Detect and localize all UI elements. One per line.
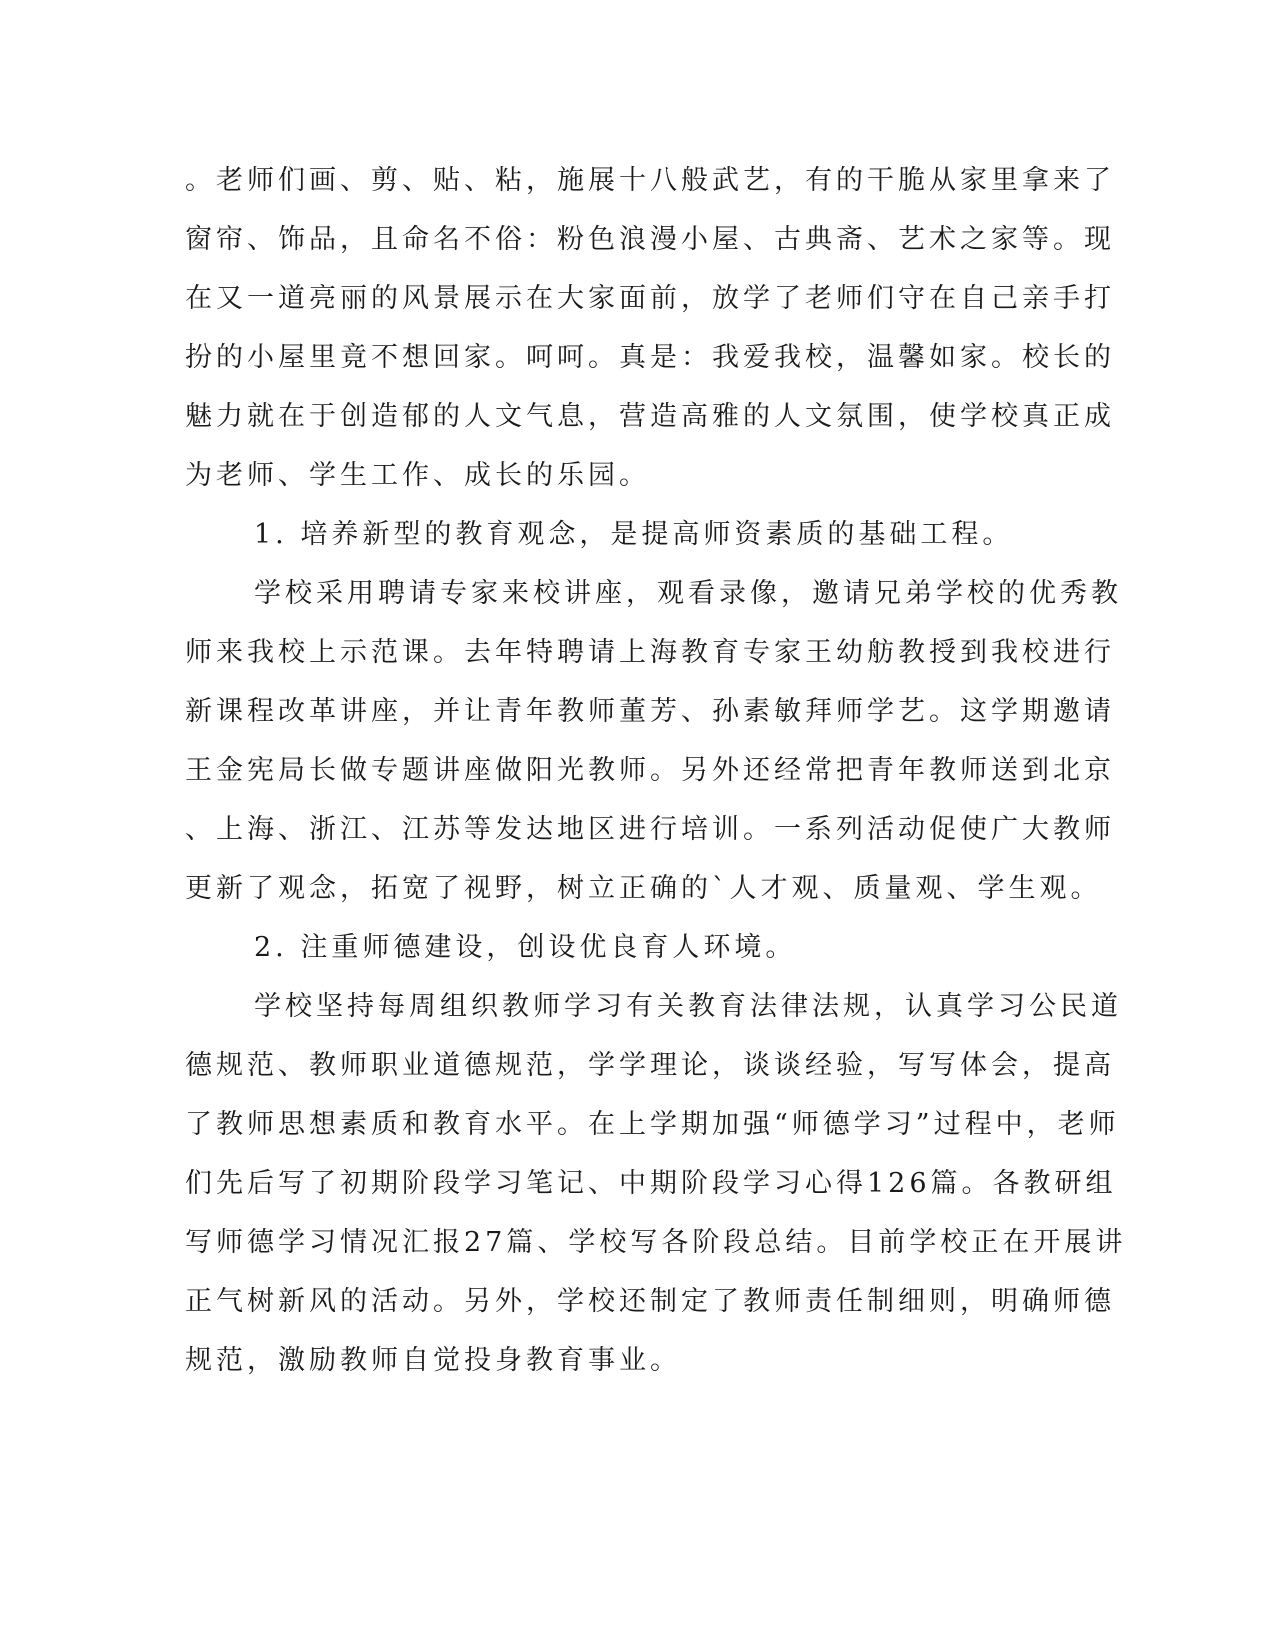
text-line: 写师德学习情况汇报27篇、学校写各阶段总结。目前学校正在开展讲 xyxy=(185,1227,1127,1258)
text-line: 师来我校上示范课。去年特聘请上海教育专家王幼舫教授到我校进行 xyxy=(185,637,1115,668)
paragraph-start: 学校坚持每周组织教师学习有关教育法律法规，认真学习公民道 xyxy=(254,991,1122,1022)
text-line: 德规范、教师职业道德规范，学学理论，谈谈经验，写写体会，提高 xyxy=(185,1050,1115,1081)
text-line: 魅力就在于创造郁的人文气息，营造高雅的人文氛围，使学校真正成 xyxy=(185,401,1115,432)
text-line: 在又一道亮丽的风景展示在大家面前，放学了老师们守在自己亲手打 xyxy=(185,283,1115,314)
text-line: 更新了观念，拓宽了视野，树立正确的`人才观、质量观、学生观。 xyxy=(185,873,1102,904)
text-line: 了教师思想素质和教育水平。在上学期加强“师德学习”过程中，老师 xyxy=(185,1109,1120,1140)
section-heading-2: 2. 注重师德建设，创设优良育人环境。 xyxy=(254,932,797,963)
text-line: 正气树新风的活动。另外，学校还制定了教师责任制细则，明确师德 xyxy=(185,1286,1115,1317)
text-line: 新课程改革讲座，并让青年教师董芳、孙素敏拜师学艺。这学期邀请 xyxy=(185,696,1115,727)
text-line: 们先后写了初期阶段学习笔记、中期阶段学习心得126篇。各教研组 xyxy=(185,1168,1117,1199)
text-line: 、上海、浙江、江苏等发达地区进行培训。一系列活动促使广大教师 xyxy=(185,814,1115,845)
text-line: 规范，激励教师自觉投身教育事业。 xyxy=(185,1345,681,1376)
text-line: 为老师、学生工作、成长的乐园。 xyxy=(185,460,650,491)
section-heading-1: 1. 培养新型的教育观念，是提高师资素质的基础工程。 xyxy=(254,519,1014,550)
paragraph-start: 学校采用聘请专家来校讲座，观看录像，邀请兄弟学校的优秀教 xyxy=(254,578,1122,609)
text-line: 窗帘、饰品，且命名不俗：粉色浪漫小屋、古典斋、艺术之家等。现 xyxy=(185,224,1115,255)
text-line: 。老师们画、剪、贴、粘，施展十八般武艺，有的干脆从家里拿来了 xyxy=(185,165,1115,196)
text-line: 王金宪局长做专题讲座做阳光教师。另外还经常把青年教师送到北京 xyxy=(185,755,1115,786)
text-line: 扮的小屋里竟不想回家。呵呵。真是：我爱我校，温馨如家。校长的 xyxy=(185,342,1115,373)
